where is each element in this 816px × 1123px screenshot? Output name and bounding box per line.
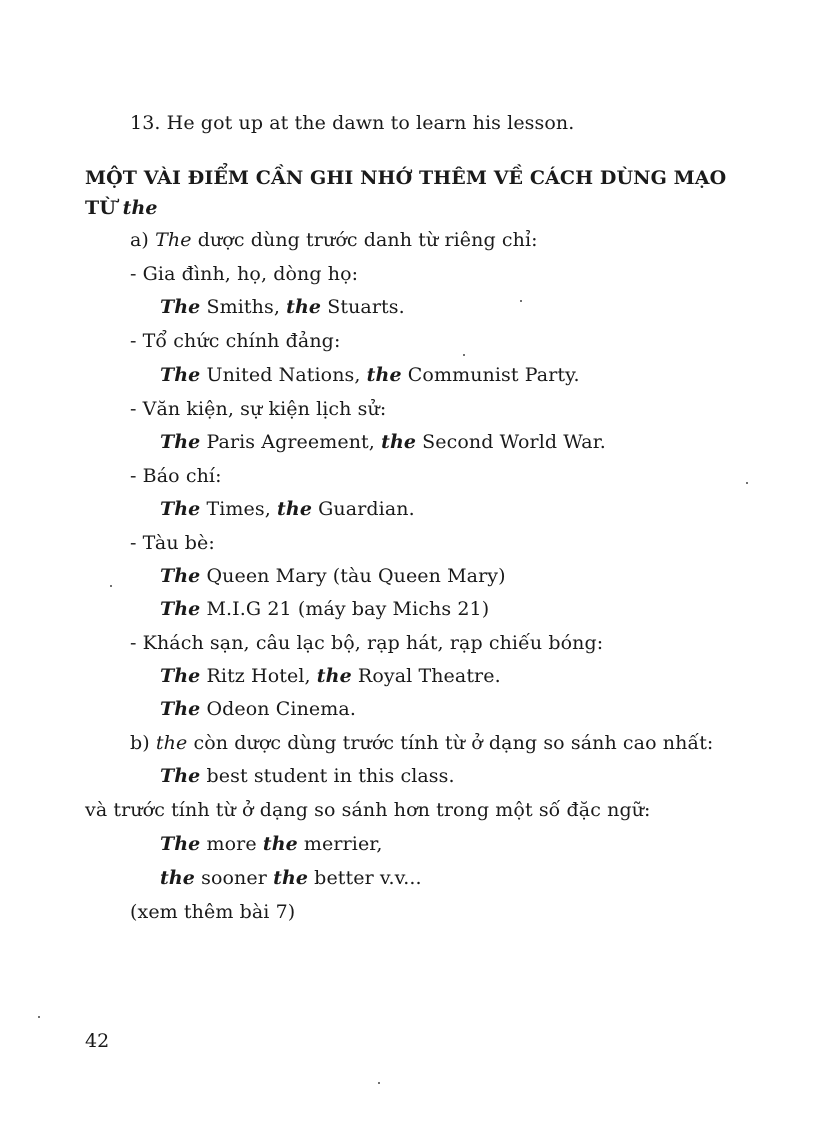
scan-speck: [38, 1016, 40, 1018]
example-hotels-1: [160, 664, 501, 688]
category-documents: [130, 397, 386, 421]
example-article: the: [366, 364, 402, 386]
scan-speck: [110, 585, 112, 587]
example-press: [160, 497, 415, 521]
example-article: the: [286, 296, 322, 318]
category-ships: [130, 531, 215, 555]
category-organization-text: - Tổ chức chính đảng:: [130, 330, 341, 352]
example-article: The: [160, 565, 201, 587]
example-text: Second World War.: [416, 431, 606, 453]
category-documents-text: - Văn kiện, sự kiện lịch sử:: [130, 398, 387, 420]
example-text: Guardian.: [312, 498, 415, 520]
example-article: the: [381, 431, 417, 453]
rule-b: [130, 731, 713, 755]
section-heading-line-2: [85, 196, 158, 220]
rule-a-text: dược dùng trước danh từ riêng chỉ:: [191, 229, 538, 251]
rule-b-label: b): [130, 732, 156, 754]
example-comparative-2: [160, 866, 422, 890]
category-hotels: [130, 631, 603, 655]
example-article: the: [273, 867, 309, 889]
example-text: Paris Agreement,: [200, 431, 382, 453]
example-text: M.I.G 21 (máy bay Michs 21): [200, 598, 490, 620]
see-also-note: [130, 900, 295, 924]
example-article: The: [160, 364, 201, 386]
example-superlative: [160, 764, 455, 788]
see-also-text: (xem thêm bài 7): [130, 901, 296, 923]
example-text: better v.v...: [308, 867, 422, 889]
example-ships-1: [160, 564, 506, 588]
rule-b-article: the: [155, 732, 188, 754]
category-ships-text: - Tàu bè:: [130, 532, 215, 554]
example-text: best student in this class.: [200, 765, 455, 787]
example-article: The: [160, 296, 201, 318]
example-text: Odeon Cinema.: [200, 698, 356, 720]
example-text: Communist Party.: [401, 364, 580, 386]
rule-a: [130, 228, 538, 252]
rule-a-article: The: [155, 229, 192, 251]
example-article: The: [160, 698, 201, 720]
example-article: The: [160, 598, 201, 620]
page-number: 42: [85, 1030, 110, 1052]
example-text: Times,: [200, 498, 278, 520]
comparative-rule-text: và trước tính từ ở dạng so sánh hơn trong một số đặc ngữ:: [85, 799, 651, 821]
example-article: the: [160, 867, 195, 889]
exercise-13: [130, 111, 574, 135]
category-family-text: - Gia đình, họ, dòng họ:: [130, 263, 359, 285]
scan-speck: [378, 1082, 380, 1084]
example-text: United Nations,: [200, 364, 367, 386]
example-text: Stuarts.: [321, 296, 405, 318]
comparative-rule: [85, 798, 651, 822]
rule-a-label: a): [130, 229, 156, 251]
category-family: [130, 262, 358, 286]
example-article: the: [316, 665, 352, 687]
rule-b-text: còn dược dùng trước tính từ ở dạng so sánh cao nhất:: [187, 732, 714, 754]
heading-text-2: TỪ: [85, 197, 123, 219]
scan-speck: [463, 354, 465, 356]
category-press-text: - Báo chí:: [130, 465, 222, 487]
category-hotels-text: - Khách sạn, câu lạc bộ, rạp hát, rạp chiếu bóng:: [130, 632, 604, 654]
heading-article: the: [122, 197, 158, 219]
example-article: The: [160, 665, 201, 687]
example-article: the: [262, 833, 298, 855]
example-comparative-1: [160, 832, 383, 856]
example-text: merrier,: [297, 833, 383, 855]
exercise-13-text: 13. He got up at the dawn to learn his lesson.: [130, 112, 575, 134]
section-heading-line-1: [85, 166, 726, 190]
example-text: sooner: [194, 867, 274, 889]
example-text: Queen Mary (tàu Queen Mary): [200, 565, 506, 587]
example-family: [160, 295, 405, 319]
scan-speck: [520, 300, 522, 302]
example-ships-2: [160, 597, 489, 621]
example-article: the: [277, 498, 313, 520]
example-text: Smiths,: [200, 296, 287, 318]
heading-text-1: MỘT VÀI ĐIỂM CẦN GHI NHỚ THÊM VỀ CÁCH DÙNG MẠO: [85, 167, 727, 189]
example-text: Ritz Hotel,: [200, 665, 317, 687]
example-organization: [160, 363, 580, 387]
example-article: The: [160, 498, 201, 520]
example-text: Royal Theatre.: [351, 665, 501, 687]
example-article: The: [160, 765, 201, 787]
scan-speck: [746, 482, 748, 484]
example-text: more: [200, 833, 263, 855]
category-organization: [130, 329, 340, 353]
example-article: The: [160, 833, 201, 855]
example-documents: [160, 430, 606, 454]
example-hotels-2: [160, 697, 356, 721]
category-press: [130, 464, 222, 488]
example-article: The: [160, 431, 201, 453]
